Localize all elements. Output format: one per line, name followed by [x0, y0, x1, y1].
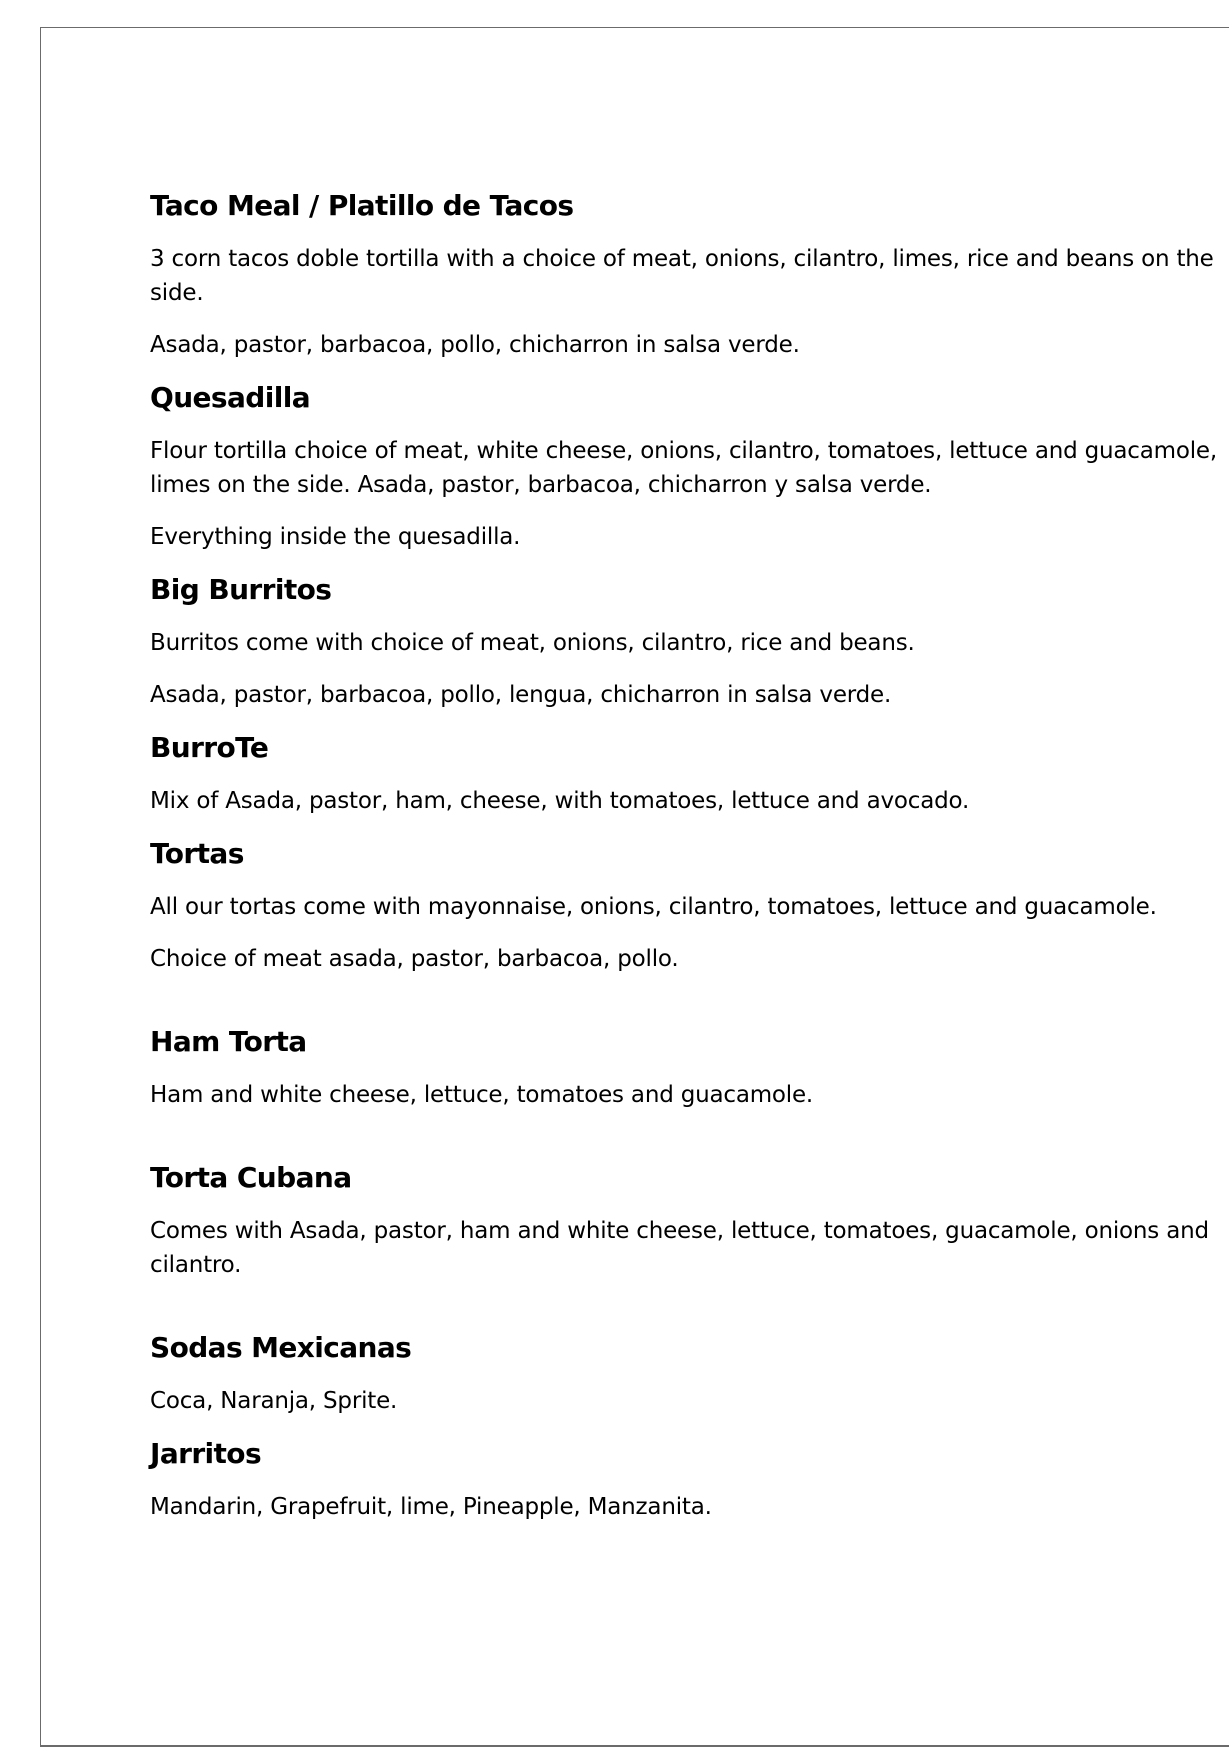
section-description: Mandarin, Grapefruit, lime, Pineapple, Manzanita. — [150, 1494, 712, 1520]
menu-section-quesadilla — [150, 380, 1229, 554]
menu-section-taco-meal — [150, 188, 1229, 362]
section-description: All our tortas come with mayonnaise, onions, cilantro, tomatoes, lettuce and guacamole. — [150, 894, 1157, 920]
section-title: Sodas Mexicanas — [150, 1331, 412, 1364]
section-title: Tortas — [150, 837, 244, 870]
section-title: Big Burritos — [150, 573, 332, 606]
section-description: Ham and white cheese, lettuce, tomatoes and guacamole. — [150, 1082, 814, 1108]
menu-section-jarritos — [150, 1436, 1229, 1524]
section-description: Coca, Naranja, Sprite. — [150, 1388, 398, 1414]
section-description: 3 corn tacos doble tortilla with a choice of meat, onions, cilantro, limes, rice and beans on the side. — [150, 246, 1214, 306]
section-title: Torta Cubana — [150, 1161, 352, 1194]
section-description: Choice of meat asada, pastor, barbacoa, pollo. — [150, 946, 679, 972]
section-title: Jarritos — [150, 1437, 262, 1470]
document-page — [40, 27, 1229, 1747]
section-title: Quesadilla — [150, 381, 311, 414]
section-description: Everything inside the quesadilla. — [150, 524, 521, 550]
menu-section-sodas-mexicanas — [150, 1330, 1229, 1418]
menu-section-ham-torta — [150, 1024, 1229, 1112]
section-description: Mix of Asada, pastor, ham, cheese, with tomatoes, lettuce and avocado. — [150, 788, 970, 814]
menu-section-tortas — [150, 836, 1229, 976]
menu-content — [150, 188, 1229, 1542]
section-title: Ham Torta — [150, 1025, 307, 1058]
section-description: Asada, pastor, barbacoa, pollo, lengua, chicharron in salsa verde. — [150, 682, 892, 708]
menu-section-big-burritos — [150, 572, 1229, 712]
menu-section-torta-cubana — [150, 1160, 1229, 1282]
section-title: BurroTe — [150, 731, 269, 764]
section-description: Burritos come with choice of meat, onions, cilantro, rice and beans. — [150, 630, 915, 656]
section-description: Flour tortilla choice of meat, white cheese, onions, cilantro, tomatoes, lettuce and guacamole, limes on the side. Asada, pastor, barbacoa, chicharron y salsa verde. — [150, 438, 1217, 498]
menu-section-burrote — [150, 730, 1229, 818]
section-description: Asada, pastor, barbacoa, pollo, chicharron in salsa verde. — [150, 332, 800, 358]
section-title: Taco Meal / Platillo de Tacos — [150, 189, 574, 222]
section-description: Comes with Asada, pastor, ham and white cheese, lettuce, tomatoes, guacamole, onions and cilantro. — [150, 1218, 1209, 1278]
